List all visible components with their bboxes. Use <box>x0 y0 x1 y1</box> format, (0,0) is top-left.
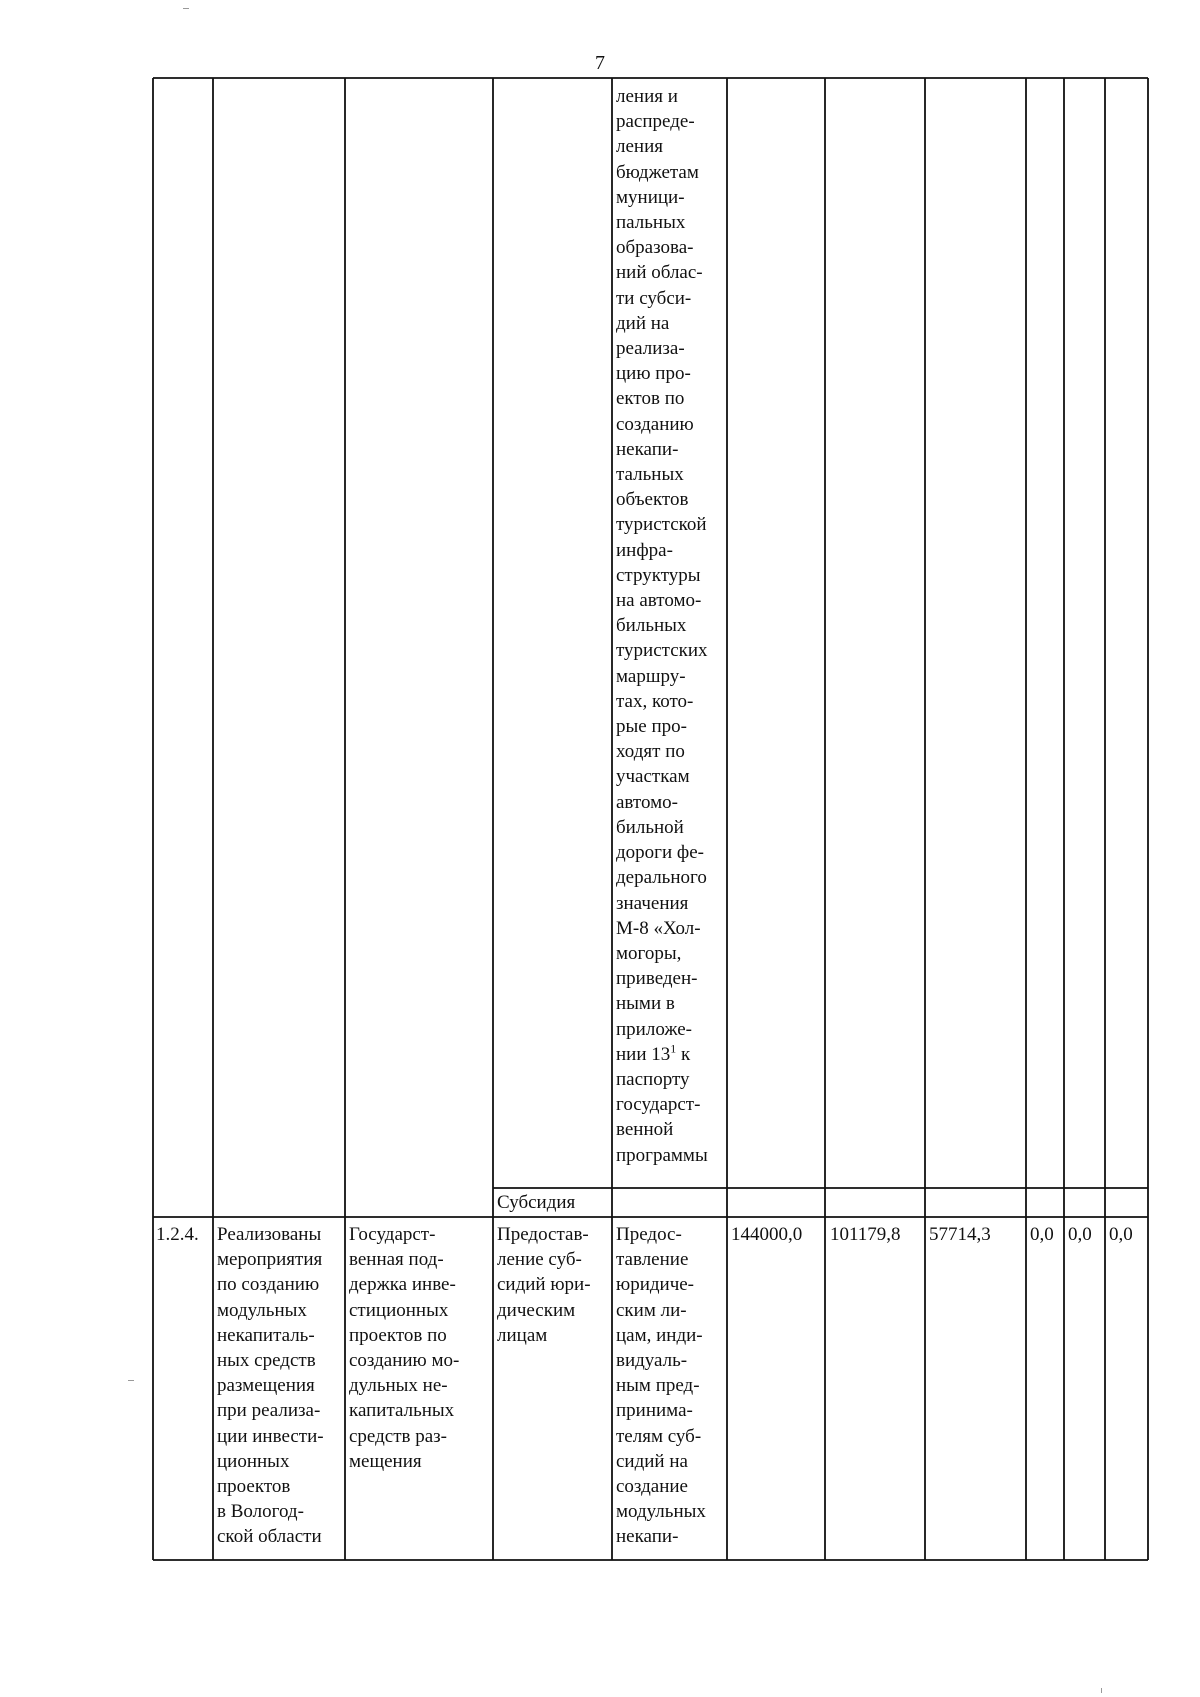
continuation-description <box>616 84 726 1184</box>
scan-mark <box>1101 1688 1102 1693</box>
scan-mark <box>183 8 189 9</box>
measure-description: Предос- тавление юридиче- ским ли- цам, инди- видуаль- ным пред- принима- телям суб- сидий на создание модульных некапи- <box>616 1224 706 1548</box>
value-cell-4: 0,0 <box>1030 1224 1054 1245</box>
scan-mark <box>128 1380 134 1381</box>
result-description: Реализованы мероприятия по созданию модульных некапиталь- ных средств размещения при реализа- ции инвести- ционных проектов в Вологод- ской области <box>217 1224 324 1548</box>
row-number: 1.2.4. <box>156 1224 199 1245</box>
value-cell-2: 101179,8 <box>830 1224 901 1245</box>
continuation-text-part-2: к паспорту государст- венной программы <box>616 1043 708 1166</box>
value-cell-3: 57714,3 <box>929 1224 991 1245</box>
value-cell-1: 144000,0 <box>731 1224 803 1245</box>
page-number: 7 <box>595 52 605 74</box>
project-description: Государст- венная под- держка инве- стиционных проектов по созданию мо- дульных не- капитальных средств раз- мещения <box>349 1224 460 1472</box>
value-cell-6: 0,0 <box>1109 1224 1133 1245</box>
footnote-superscript: 1 <box>670 1041 677 1056</box>
subsidy-label: Субсидия <box>497 1192 576 1213</box>
continuation-text-part-1: ления и распреде- ления бюджетам муници- пальных образова- ний облас- ти субси- дий на реализа- цию про- ектов по созданию некапи- тальных объектов туристской инфра- структуры на автомо- бильных туристских маршру- тах, кото- рые про- ходят по участкам автомо- бильной дороги фе- дерального значения М-8 «Хол- могоры, приведен- ными в приложе- нии 13 <box>616 86 708 1065</box>
value-cell-5: 0,0 <box>1068 1224 1092 1245</box>
measure-type: Предостав- ление суб- сидий юри- дическим лицам <box>497 1224 591 1346</box>
